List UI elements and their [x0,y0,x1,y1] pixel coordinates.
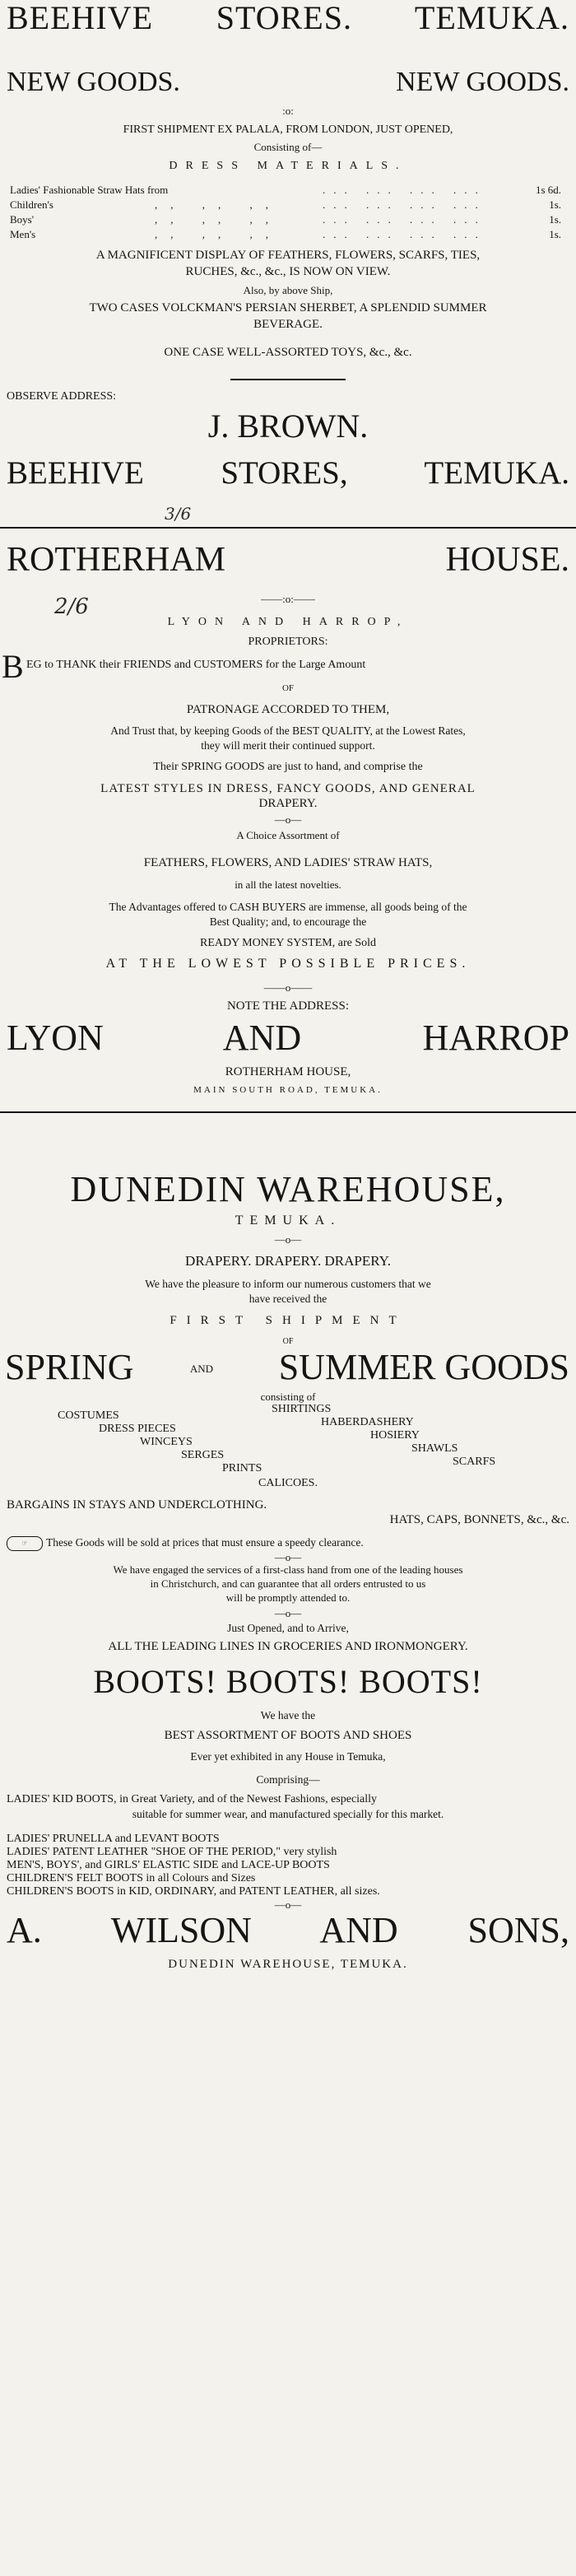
proprietors-label: PROPRIETORS: [248,636,328,648]
goods-item: SHAWLS [411,1442,458,1455]
boots-list-item: LADIES' PRUNELLA and LEVANT BOOTS [7,1833,220,1845]
of-line: OF [281,683,295,693]
price-row [10,212,569,227]
also-line: Also, by above Ship, [243,284,333,296]
pleasure-line: We have the pleasure to inform our numerous customers that we [145,1278,431,1290]
drapery-line: DRAPERY. DRAPERY. DRAPERY. [185,1253,391,1269]
section-divider [0,527,576,529]
feathers-line: FEATHERS, FLOWERS, AND LADIES' STRAW HATS, [143,856,433,869]
goods-item: SERGES [181,1449,225,1461]
proprietor-name: J. BROWN. [207,408,369,445]
ornament-divider: —o— [274,1898,302,1911]
ad-headline: ROTHERHAM HOUSE. [7,541,569,579]
opened-line: Just Opened, and to Arrive, [227,1622,349,1634]
pointing-hand-icon [7,1536,43,1551]
consisting-line: Consisting of— [253,141,323,153]
ditto-marks: ,, ,, ,, [155,228,281,240]
ornament-divider: —o— [274,813,302,826]
calicoes-line: CALICOES. [258,1477,318,1489]
new-goods-right: NEW GOODS. [396,67,569,97]
price-item: Boys' [10,213,35,226]
drop-cap: B [2,648,24,685]
boots-list [7,1833,380,1898]
price-value: 1s. [549,213,561,226]
boots-list-item: LADIES' PATENT LEATHER "SHOE OF THE PERIOD," very stylish [7,1846,337,1858]
patronage-line: PATRONAGE ACCORDED TO THEM, [186,703,390,716]
choice-line: A Choice Assortment of [236,829,340,841]
firm-name: LYON AND HARROP, [167,616,409,628]
novelties-line: in all the latest novelties. [235,878,341,891]
ladies-kid-line: LADIES' KID BOOTS, in Great Variety, and of the Newest Fashions, especially [7,1793,378,1805]
cash-line: The Advantages offered to CASH BUYERS are immense, all goods being of the [109,901,467,913]
pointing-hand-glyph: ☞ [7,1536,43,1551]
price-value: 1s 6d. [535,184,561,196]
engaged-line: will be promptly attended to. [225,1591,351,1604]
lowest-prices-line: AT THE LOWEST POSSIBLE PRICES. [105,957,471,971]
boots-heading: BOOTS! BOOTS! BOOTS! [93,1663,483,1700]
summer-goods-word: SUMMER GOODS [278,1347,569,1387]
price-value: 1s. [549,198,561,211]
price-item: Children's [10,198,53,211]
trust-line: And Trust that, by keeping Goods of the BEST QUALITY, at the Lowest Rates, [110,724,466,737]
sold-prices-line: These Goods will be sold at prices that must ensure a speedy clearance. [46,1536,364,1549]
price-value: 1s. [549,228,561,240]
firm-name-large: A. WILSON AND SONS, [7,1910,569,1950]
engaged-line: in Christchurch, and can guarantee that all orders entrusted to us [150,1577,426,1590]
boots-list-item: CHILDREN'S BOOTS in KID, ORDINARY, and PATENT LEATHER, all sizes. [7,1885,380,1898]
goods-item: SCARFS [453,1456,496,1468]
goods-list-left [58,1409,262,1475]
cash-line: Best Quality; and, to encourage the [209,915,367,928]
leader-dots: ... ... ... ... [323,198,486,211]
ditto-marks: ,, ,, ,, [155,213,281,226]
stays-line: BARGAINS IN STAYS AND UNDERCLOTHING. [7,1498,267,1512]
engaged-line: We have engaged the services of a first-class hand from one of the leading houses [113,1563,463,1576]
first-shipment: FIRST SHIPMENT [170,1314,406,1327]
consisting-line: consisting of [260,1390,316,1403]
price-row [10,183,569,198]
goods-item: PRINTS [222,1462,262,1474]
comprising-line: Comprising— [256,1773,320,1786]
ad-headline: DUNEDIN WAREHOUSE, [70,1169,506,1209]
goods-item: DRESS PIECES [99,1423,176,1435]
ready-money-line: READY MONEY SYSTEM, are Sold [199,937,376,949]
best-assortment-line: BEST ASSORTMENT OF BOOTS AND SHOES [164,1729,412,1742]
toys-line: ONE CASE WELL-ASSORTED TOYS, &c., &c. [164,346,412,359]
goods-item: HOSIERY [370,1429,420,1442]
handwritten-price-mark: 3/6 [165,504,192,524]
ornament-divider: —o— [274,1233,302,1246]
beg-line: EG to THANK their FRIENDS and CUSTOMERS for the Large Amount [26,659,366,671]
handwritten-price-mark: 2/6 [54,594,89,619]
pleasure-line: have received the [249,1293,327,1305]
short-rule [230,379,346,380]
spring-word: SPRING [5,1347,134,1387]
town-line: TEMUKA. [235,1213,341,1227]
leader-dots: ... ... ... ... [323,213,486,226]
and-word: AND [189,1363,214,1375]
display-line: A MAGNIFICENT DISPLAY OF FEATHERS, FLOWERS, SCARFS, TIES, [95,249,481,262]
display-line: RUCHES, &c., &c., IS NOW ON VIEW. [185,265,391,278]
note-address: NOTE THE ADDRESS: [226,999,350,1013]
latest-styles-line: DRAPERY. [258,797,318,810]
ornament-divider: ——o—— [263,981,313,994]
latest-styles-line: LATEST STYLES IN DRESS, FANCY GOODS, AND GENERAL [100,782,476,795]
ad-headline: BEEHIVE STORES. TEMUKA. [7,0,569,36]
hats-line: HATS, CAPS, BONNETS, &c., &c. [389,1513,569,1526]
firm-name-large: LYON AND HARROP [7,1018,569,1058]
ornament-divider: —o— [274,1551,302,1563]
shipment-line: FIRST SHIPMENT EX PALALA, FROM LONDON, JUST OPENED, [123,123,453,136]
goods-item: HABERDASHERY [321,1416,414,1428]
ditto-marks: ,, ,, ,, [155,198,281,211]
groceries-line: ALL THE LEADING LINES IN GROCERIES AND IRONMONGERY. [108,1640,468,1653]
ever-line: Ever yet exhibited in any House in Temuka, [190,1750,386,1763]
boots-list-item: CHILDREN'S FELT BOOTS in all Colours and Sizes [7,1872,256,1884]
ladies-kid-line: suitable for summer wear, and manufactured specially for this market. [132,1808,444,1820]
leader-dots: ... ... ... ... [323,228,486,240]
price-row [10,227,569,242]
goods-list-right [272,1403,495,1469]
new-goods-left: NEW GOODS. [7,67,180,97]
goods-item: WINCEYS [140,1436,193,1448]
goods-item: SHIRTINGS [272,1403,332,1415]
ornament-divider: :o: [282,105,294,117]
boots-list-item: MEN'S, BOYS', and GIRLS' ELASTIC SIDE and LACE-UP BOOTS [7,1859,330,1871]
trust-line: they will merit their continued support. [201,739,375,752]
ad-footer: DUNEDIN WAREHOUSE, TEMUKA. [168,1958,408,1971]
dress-materials: DRESS MATERIALS. [169,160,407,172]
road-line: MAIN SOUTH ROAD, TEMUKA. [193,1085,383,1095]
price-item: Ladies' Fashionable Straw Hats from [10,184,169,196]
we-have-line: We have the [260,1709,316,1721]
price-row [10,198,569,212]
price-item: Men's [10,228,36,240]
leader-dots: ... ... ... ... [323,184,486,196]
ad-footer: BEEHIVE STORES, TEMUKA. [7,455,569,491]
section-divider [0,1111,576,1113]
ornament-divider: ——:o:—— [261,593,315,605]
spring-goods-line: Their SPRING GOODS are just to hand, and comprise the [153,761,423,773]
sherbet-line: BEVERAGE. [253,318,323,331]
observe-address: OBSERVE ADDRESS: [7,390,117,403]
ornament-divider: —o— [274,1607,302,1619]
goods-item: COSTUMES [58,1409,119,1422]
of-line: OF [282,1337,294,1346]
house-line: ROTHERHAM HOUSE, [225,1065,351,1078]
sherbet-line: TWO CASES VOLCKMAN'S PERSIAN SHERBET, A SPLENDID SUMMER [89,301,487,314]
